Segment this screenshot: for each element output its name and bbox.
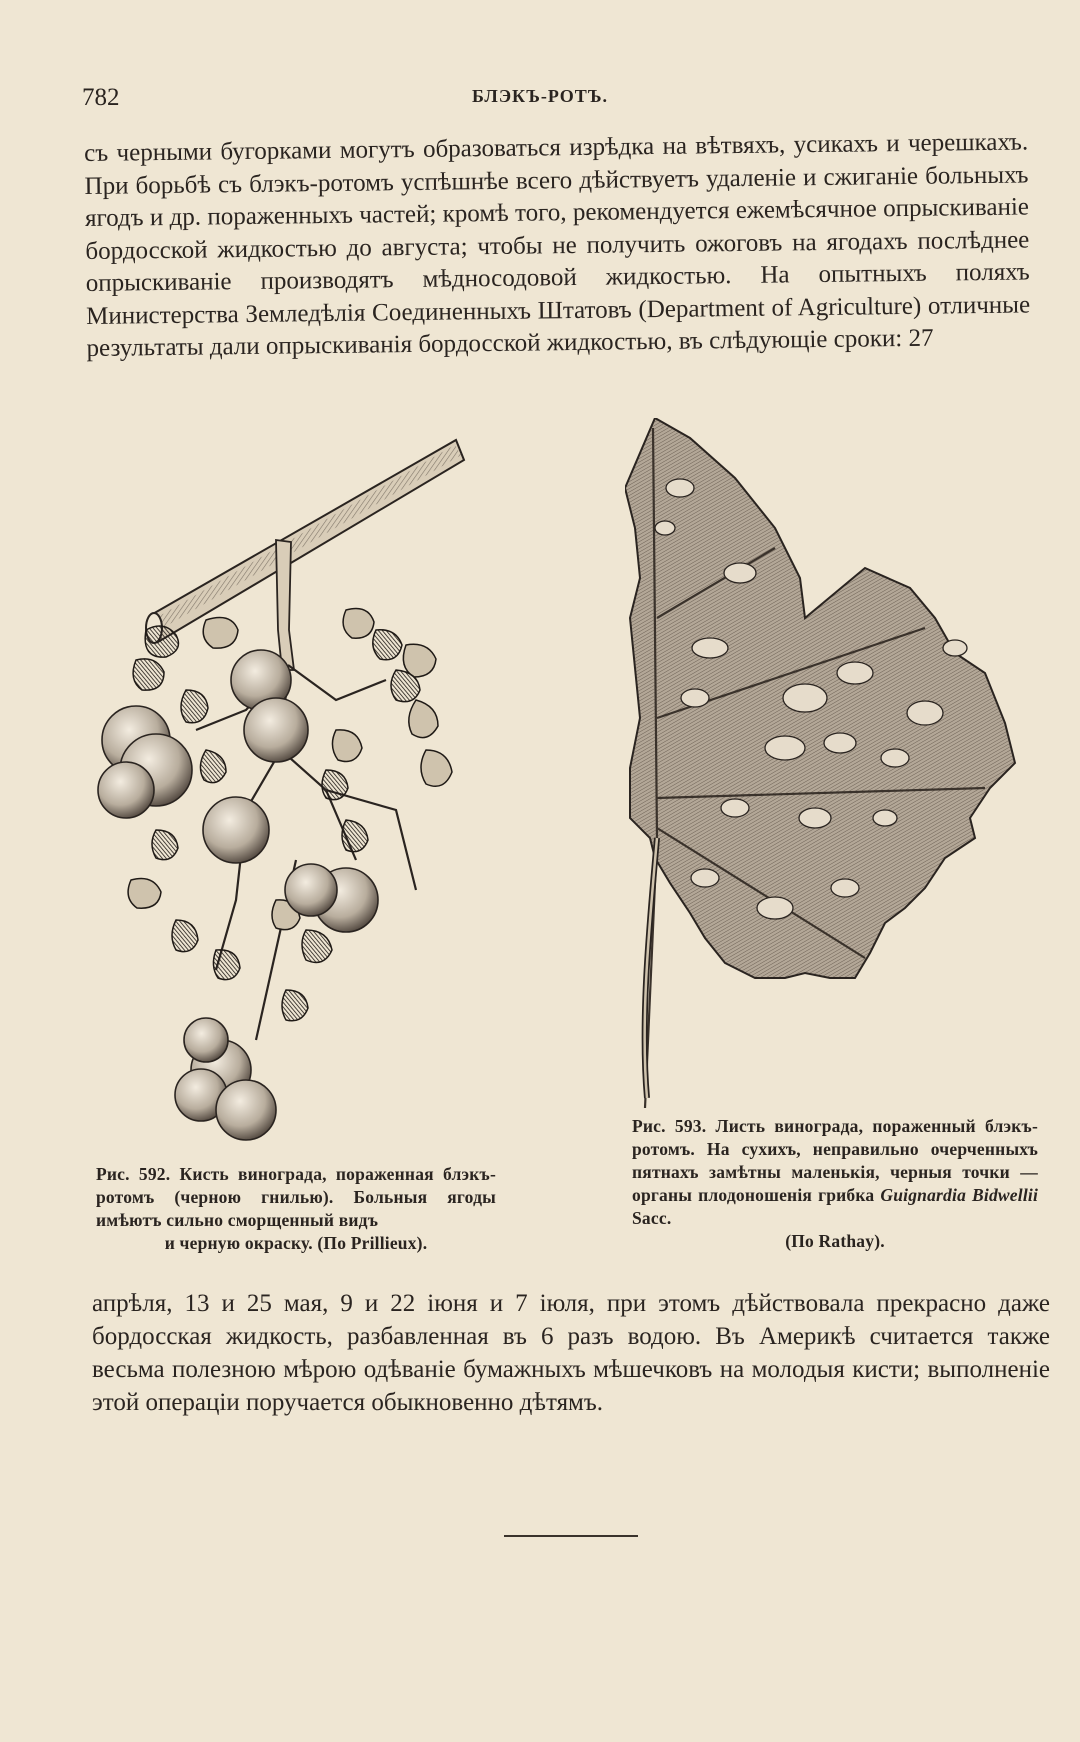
figure-592-caption (96, 1163, 496, 1255)
figure-593-caption-genus: Guignardia (880, 1185, 967, 1205)
end-rule (504, 1535, 638, 1537)
figure-593-caption (632, 1115, 1038, 1253)
figure-593-caption-species: Bidwellii (972, 1185, 1039, 1205)
page-number: 782 (82, 84, 120, 111)
figure-592-caption-source: и черную окраску. (По Prillieux). (164, 1233, 428, 1253)
figure-593-caption-author: Sacc. (632, 1208, 672, 1228)
figure-592-caption-main: Рис. 592. Кисть винограда, пораженная блэкъ-ротомъ (черною гнилью). Больныя ягоды имѣютъ сильно сморщенный видъ (96, 1164, 496, 1230)
figure-593-caption-main: Рис. 593. Листь винограда, пораженный блэкъ-ротомъ. На сухихъ, неправильно очерченныхъ пятнахъ замѣтны маленькія, черныя точки — органы плодоношенія грибка (632, 1116, 1038, 1205)
body-paragraph-top: съ черными бугорками могутъ образоваться изрѣдка на вѣтвяхъ, усикахъ и черешкахъ. При борьбѣ съ блэкъ-ротомъ успѣшнѣе всего дѣйствуетъ удаленіе и сжиганіе больныхъ ягодъ и др. пораженныхъ частей; кромѣ того, рекомендуется ежемѣсячное опрыскиваніе бордосской жидкостью до августа; чтобы не получить ожоговъ на ягодахъ послѣднее опрыскиваніе производятъ мѣдносодовой жидкостью. На опытныхъ поляхъ Министерства Земледѣлія Соединенныхъ Штатовъ (Department of Agriculture) отличные результаты дали опрыскиванія бордосской жидкостью, въ слѣдующіе сроки: 27 (84, 128, 1031, 362)
figure-593-caption-source: (По Rathay). (785, 1231, 885, 1251)
grape-leaf-illustration (625, 418, 1025, 1108)
body-paragraph-bottom: апрѣля, 13 и 25 мая, 9 и 22 іюня и 7 іюля, при этомъ дѣйствовала прекрасно даже бордосская жидкость, разбавленная въ 6 разъ водою. Въ Америкѣ считается также весьма полезною мѣрою одѣваніе бумажныхъ мѣшечковъ на молодыя кисти; выполненіе этой операціи поручается обыкновенно дѣтямъ. (92, 1290, 1050, 1416)
running-title: БЛЭКЪ-РОТЪ. (471, 86, 609, 106)
grape-cluster-illustration (96, 430, 516, 1160)
